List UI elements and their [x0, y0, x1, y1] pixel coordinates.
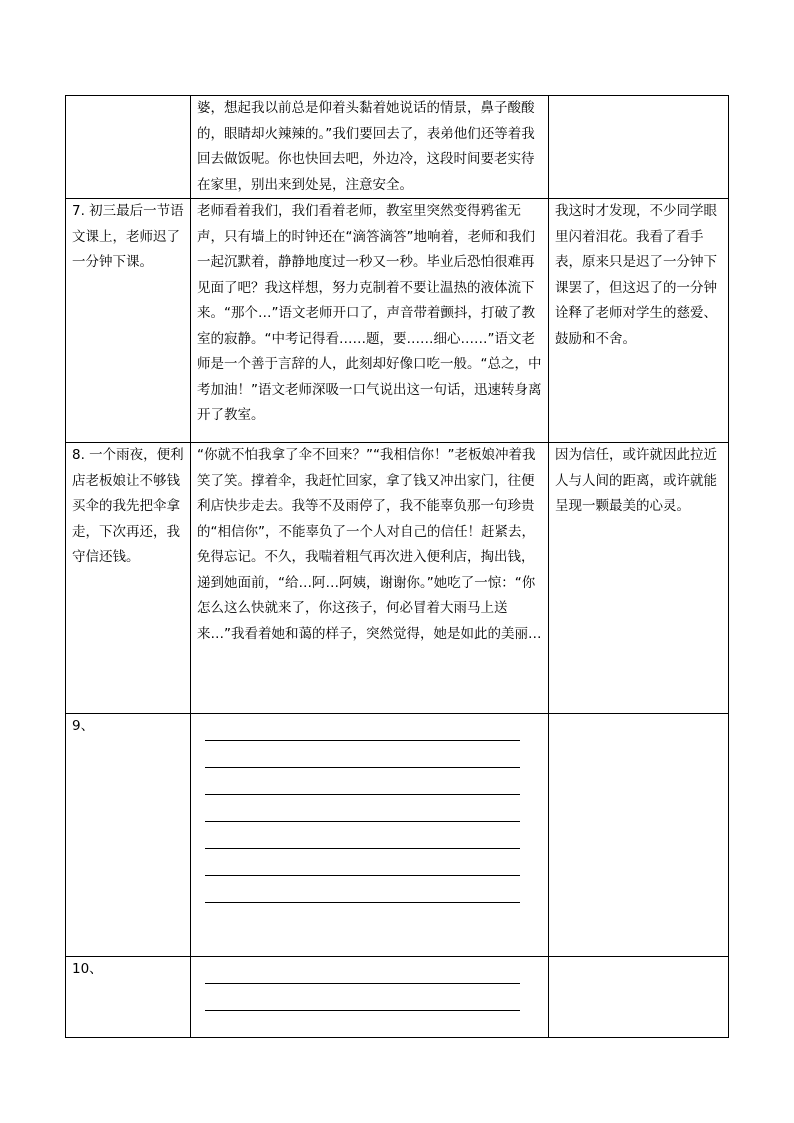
writing-line[interactable]: [205, 984, 520, 1011]
table-row-10: [66, 957, 729, 1038]
label-cell: 7. 初三最后一节语文课上，老师迟了一分钟下课。: [66, 199, 191, 443]
table-row-8: [66, 443, 729, 714]
label-cell: 8. 一个雨夜，便利店老板娘让不够钱买伞的我先把伞拿走，下次再还，我守信还钱。: [66, 443, 191, 714]
analysis-cell: 因为信任，或许就因此拉近人与人间的距离，或许就能呈现一颗最美的心灵。: [549, 443, 729, 714]
label-cell: 10、: [66, 957, 191, 1038]
table-row-7: [66, 199, 729, 443]
analysis-cell: 我这时才发现，不少同学眼里闪着泪花。我看了看手表，原来只是迟了一分钟下课罢了，但这迟了的一分钟诠释了老师对学生的慈爱、鼓励和不舍。: [549, 199, 729, 443]
writing-line[interactable]: [205, 849, 520, 876]
label-cell: [66, 96, 191, 199]
writing-line[interactable]: [205, 714, 520, 741]
writing-line[interactable]: [205, 768, 520, 795]
writing-line[interactable]: [205, 822, 520, 849]
writing-line[interactable]: [205, 795, 520, 822]
worksheet-table: [65, 95, 729, 1038]
analysis-cell[interactable]: [549, 957, 729, 1038]
analysis-cell[interactable]: [549, 714, 729, 957]
answer-lines-cell[interactable]: [191, 957, 549, 1038]
writing-line[interactable]: [205, 876, 520, 903]
label-cell: 9、: [66, 714, 191, 957]
answer-lines-cell[interactable]: [191, 714, 549, 957]
passage-cell: 婆，想起我以前总是仰着头黏着她说话的情景，鼻子酸酸的，眼睛却火辣辣的。”我们要回去了，表弟他们还等着我回去做饭呢。你也快回去吧，外边冷，这段时间要老实待在家里，别出来到处晃，注意安全。: [191, 96, 549, 199]
passage-cell: “你就不怕我拿了伞不回来？”“我相信你！”老板娘冲着我笑了笑。撑着伞，我赶忙回家，拿了钱又冲出家门，往便利店快步走去。我等不及雨停了，我不能辜负那一句珍贵的“相信你”，不能辜负了一个人对自己的信任！赶紧去，免得忘记。不久，我喘着粗气再次进入便利店，掏出钱，递到她面前，“给…阿…阿姨，谢谢你。”她吃了一惊：“你怎么这么快就来了，你这孩子，何必冒着大雨马上送来…”我看着她和蔼的样子，突然觉得，她是如此的美丽…: [191, 443, 549, 714]
table-row-continuation: [66, 96, 729, 199]
writing-line[interactable]: [205, 741, 520, 768]
passage-cell: 老师看着我们，我们看着老师，教室里突然变得鸦雀无声，只有墙上的时钟还在“滴答滴答”地响着，老师和我们一起沉默着，静静地度过一秒又一秒。毕业后恐怕很难再见面了吧？我这样想，努力克制着不要让温热的液体流下来。“那个…”语文老师开口了，声音带着颤抖，打破了教室的寂静。“中考记得看……题，要……细心……”语文老师是一个善于言辞的人，此刻却好像口吃一般。“总之，中考加油！”语文老师深吸一口气说出这一句话，迅速转身离开了教室。: [191, 199, 549, 443]
analysis-cell: [549, 96, 729, 199]
writing-line[interactable]: [205, 957, 520, 984]
table-row-9: [66, 714, 729, 957]
